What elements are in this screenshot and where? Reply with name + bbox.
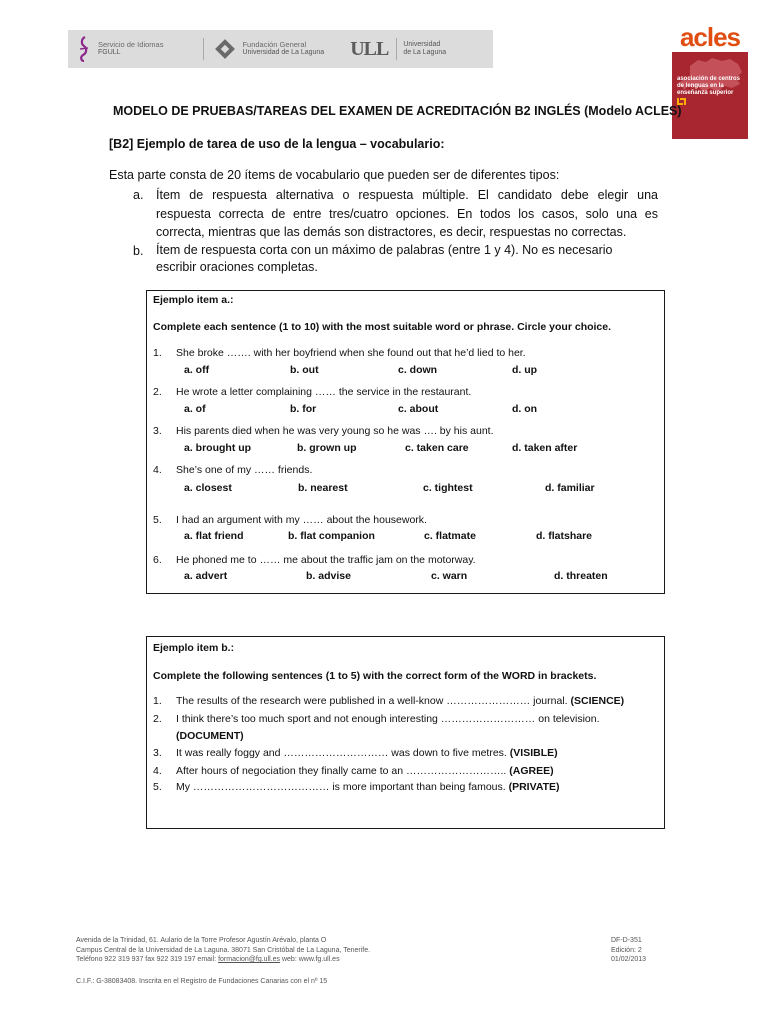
q4-number: 4. [153, 464, 162, 476]
q6-text: He phoned me to …… me about the traffic jam on the motorway. [176, 554, 476, 566]
q4-option-a[interactable]: a. closest [184, 482, 232, 494]
q2-option-a[interactable]: a. of [184, 403, 206, 415]
acles-logo [672, 24, 748, 139]
footer-line3 [76, 955, 370, 965]
footer-doc-code: DF-D-351 [611, 937, 642, 944]
q5-text: I had an argument with my …… about the housework. [176, 514, 427, 526]
ull-mark: ULL [350, 37, 389, 60]
q6-option-c[interactable]: c. warn [431, 570, 468, 582]
fundacion-logo [204, 30, 324, 68]
b1-word: (SCIENCE) [570, 695, 625, 707]
list-b-line1: Ítem de respuesta corta con un máximo de palabras (entre 1 y 4). No es necesario [156, 243, 613, 257]
universidad-line2: de La Laguna [403, 49, 447, 56]
footer-line2: Campus Central de la Universidad de La Laguna. 38071 San Cristóbal de La Laguna, Tenerife. [76, 946, 371, 954]
box-a-heading: Ejemplo item a.: [153, 294, 234, 306]
footer-doc-info [611, 936, 646, 965]
q1-option-d[interactable]: d. up [512, 364, 538, 376]
b5-word: (PRIVATE) [508, 781, 560, 793]
fundacion-diamond-icon [214, 38, 236, 60]
footer-phone: Teléfono 922 319 937 fax 922 319 197 email: [76, 956, 219, 963]
document-subtitle: [B2] Ejemplo de tarea de uso de la lengua – vocabulario: [109, 137, 445, 151]
list-marker-b: b. [133, 244, 144, 258]
b5-text: My ………………………………… is more important than being famous. [176, 781, 506, 793]
b2-text: I think there’s too much sport and not enough interesting ……………………… on television. [176, 713, 600, 725]
list-item-a [156, 186, 658, 242]
fundacion-line2: Universidad de La Laguna [242, 49, 325, 56]
q3-option-b[interactable]: b. grown up [297, 442, 357, 454]
list-a-line1: Ítem de respuesta alternativa o respuesta múltiple. El candidato debe elegir una [156, 188, 658, 202]
b4-number: 4. [153, 765, 162, 777]
q3-option-c[interactable]: c. taken care [405, 442, 469, 454]
list-a-line2: respuesta correcta de entre tres/cuatro opciones. En todos los casos, solo una es [156, 206, 658, 221]
q1-option-b[interactable]: b. out [290, 364, 319, 376]
q2-text: He wrote a letter complaining …… the service in the restaurant. [176, 386, 472, 398]
acles-title: acles [679, 22, 741, 52]
b2-number: 2. [153, 713, 162, 725]
footer-edition: Edición: 2 [611, 946, 642, 954]
b3-text: It was really foggy and ………………………… was down to five metres. [176, 747, 507, 759]
header-banner [68, 30, 493, 68]
b1-item [176, 695, 624, 707]
q5-number: 5. [153, 514, 162, 526]
q1-option-c[interactable]: c. down [398, 364, 438, 376]
q2-number: 2. [153, 386, 162, 398]
document-intro: Esta parte consta de 20 ítems de vocabulario que pueden ser de diferentes tipos: [109, 168, 560, 182]
b4-item [176, 765, 554, 777]
footer-web-link[interactable]: www.fg.ull.es [298, 956, 340, 963]
q5-option-c[interactable]: c. flatmate [424, 530, 476, 542]
list-a-line3: correcta, mientras que las demás son distractores, es decir, respuestas no correctas. [156, 225, 627, 239]
list-item-b [156, 242, 666, 276]
q5-option-b[interactable]: b. flat companion [288, 530, 375, 542]
q6-option-a[interactable]: a. advert [184, 570, 228, 582]
b1-number: 1. [153, 695, 162, 707]
q1-option-a[interactable]: a. off [184, 364, 210, 376]
b4-word: (AGREE) [509, 765, 554, 777]
q5-option-a[interactable]: a. flat friend [184, 530, 244, 542]
universidad-line1: Universidad [403, 41, 441, 48]
q1-number: 1. [153, 347, 162, 359]
acles-description: asociación de centros de lenguas en la enseñanza superior [677, 76, 741, 96]
b3-number: 3. [153, 747, 162, 759]
q6-option-b[interactable]: b. advise [306, 570, 351, 582]
q6-number: 6. [153, 554, 162, 566]
q4-option-c[interactable]: c. tightest [423, 482, 473, 494]
ull-logo [340, 30, 446, 68]
box-b-instruction: Complete the following sentences (1 to 5) with the correct form of the WORD in brackets. [153, 670, 597, 682]
q2-option-d[interactable]: d. on [512, 403, 538, 415]
b4-text: After hours of negociation they finally came to an ……………………….. [176, 765, 507, 777]
footer-address [76, 936, 370, 965]
q4-option-b[interactable]: b. nearest [298, 482, 348, 494]
footer-email-link[interactable]: formacion@fg.ull.es [218, 956, 281, 963]
list-b-line2: escribir oraciones completas. [156, 260, 318, 274]
b3-word: (VISIBLE) [509, 747, 558, 759]
fundacion-line1: Fundación General [242, 40, 307, 49]
servicio-line2: FGULL [98, 49, 121, 56]
servicio-idiomas-logo [68, 30, 163, 68]
b2-word: (DOCUMENT) [176, 730, 244, 742]
b5-number: 5. [153, 781, 162, 793]
list-marker-a: a. [133, 188, 144, 202]
q6-option-d[interactable]: d. threaten [554, 570, 608, 582]
b3-item [176, 747, 558, 759]
q3-number: 3. [153, 425, 162, 437]
servicio-line1: Servicio de Idiomas [98, 40, 164, 49]
box-a-instruction: Complete each sentence (1 to 10) with the most suitable word or phrase. Circle your choice. [153, 321, 612, 333]
box-b-heading: Ejemplo item b.: [153, 642, 235, 654]
q3-option-d[interactable]: d. taken after [512, 442, 578, 454]
q3-text: His parents died when he was very young so he was …. by his aunt. [176, 425, 494, 437]
ull-divider [396, 38, 397, 60]
q3-option-a[interactable]: a. brought up [184, 442, 252, 454]
document-title: MODELO DE PRUEBAS/TAREAS DEL EXAMEN DE ACREDITACIÓN B2 INGLÉS (Modelo ACLES) [113, 104, 682, 118]
q2-option-c[interactable]: c. about [398, 403, 439, 415]
b1-text: The results of the research were published in a well-know …………………… journal. [176, 695, 568, 707]
footer-web-label: web: [280, 956, 299, 963]
footer-cif: C.I.F.: G-38083408. Inscrita en el Registro de Fundaciones Canarias con el nº 15 [76, 978, 328, 985]
q4-option-d[interactable]: d. familiar [545, 482, 595, 494]
footer-date: 01/02/2013 [611, 956, 647, 963]
q4-text: She’s one of my …… friends. [176, 464, 313, 476]
footer-line1: Avenida de la Trinidad, 61. Aulario de la Torre Profesor Agustín Arévalo, planta O [76, 937, 327, 944]
b2-item [176, 730, 244, 742]
q1-text: She broke ……. with her boyfriend when she found out that he’d lied to her. [176, 347, 526, 359]
q2-option-b[interactable]: b. for [290, 403, 317, 415]
q5-option-d[interactable]: d. flatshare [536, 530, 593, 542]
b5-item [176, 781, 560, 793]
fguil-swirl-icon [78, 36, 90, 62]
